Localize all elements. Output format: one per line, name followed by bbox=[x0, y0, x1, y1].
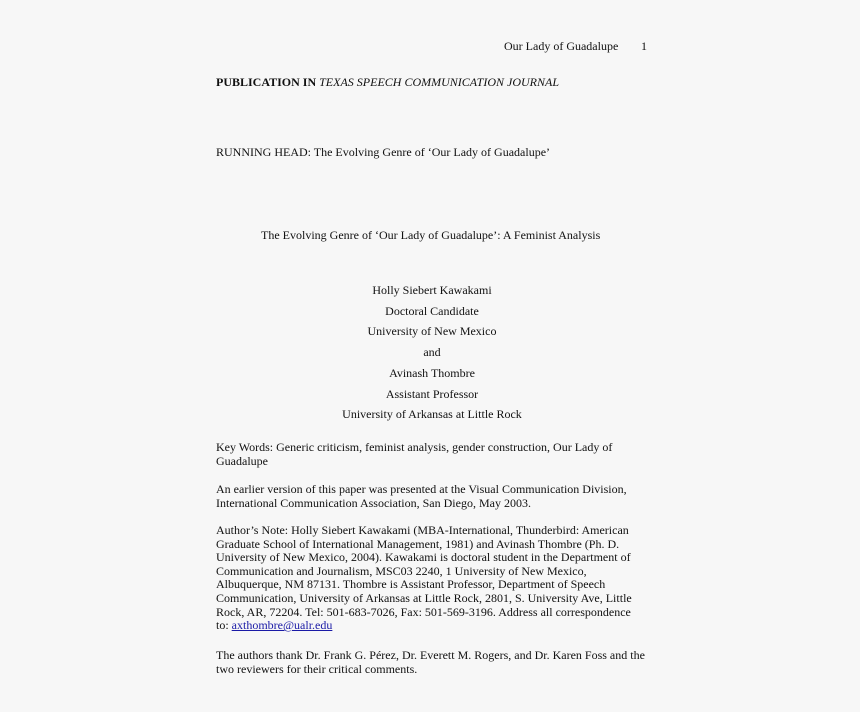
author-conjunction: and bbox=[423, 345, 441, 359]
author-1-name: Holly Siebert Kawakami bbox=[372, 283, 492, 297]
author-2-position: Assistant Professor bbox=[385, 387, 479, 401]
running-head: RUNNING HEAD: The Evolving Genre of ‘Our Lady of Guadalupe’ bbox=[216, 145, 551, 159]
authors-note bbox=[216, 524, 640, 633]
acknowledgments: The authors thank Dr. Frank G. Pérez, Dr. Everett M. Rogers, and Dr. Karen Foss and the two reviewers for their critical comments. bbox=[216, 648, 645, 676]
journal-name: TEXAS SPEECH COMMUNICATION JOURNAL bbox=[319, 75, 560, 89]
author-1-position: Doctoral Candidate bbox=[385, 304, 479, 318]
keywords: Key Words: Generic criticism, feminist analysis, gender construction, Our Lady of Guadalupe bbox=[216, 440, 613, 468]
paper-title: The Evolving Genre of ‘Our Lady of Guadalupe’: A Feminist Analysis bbox=[261, 228, 601, 242]
page-number: 1 bbox=[641, 39, 647, 53]
author-2-name: Avinash Thombre bbox=[389, 366, 475, 380]
publication-prefix: PUBLICATION IN bbox=[216, 75, 320, 89]
authors-note-text: Author’s Note: Holly Siebert Kawakami (MBA-International, Thunderbird: American Graduate School of International Management, 1981) and Avinash Thombre (Ph. D. University of New Mexico, 2004). Kawakami is doctoral student in the Department of Communication and Journalism, MSC03 2240, 1 University of New Mexico, Albuquerque, NM 87131. Thombre is Assistant Professor, Department of Speech Communication, University of Arkansas at Little Rock, 2801, S. University Ave, Little Rock, AR, 72204. Tel: 501-683-7026, Fax: 501-569-3196. Address all correspondence to: bbox=[216, 523, 632, 633]
earlier-version-note: An earlier version of this paper was presented at the Visual Communication Division, International Communication Association, San Diego, May 2003. bbox=[216, 482, 627, 510]
author-2-affiliation: University of Arkansas at Little Rock bbox=[342, 407, 522, 421]
publication-line bbox=[216, 75, 559, 89]
author-1-affiliation: University of New Mexico bbox=[367, 324, 497, 338]
header-running-title: Our Lady of Guadalupe bbox=[504, 39, 619, 53]
correspondence-email-link[interactable]: axthombre@ualr.edu bbox=[231, 618, 333, 633]
